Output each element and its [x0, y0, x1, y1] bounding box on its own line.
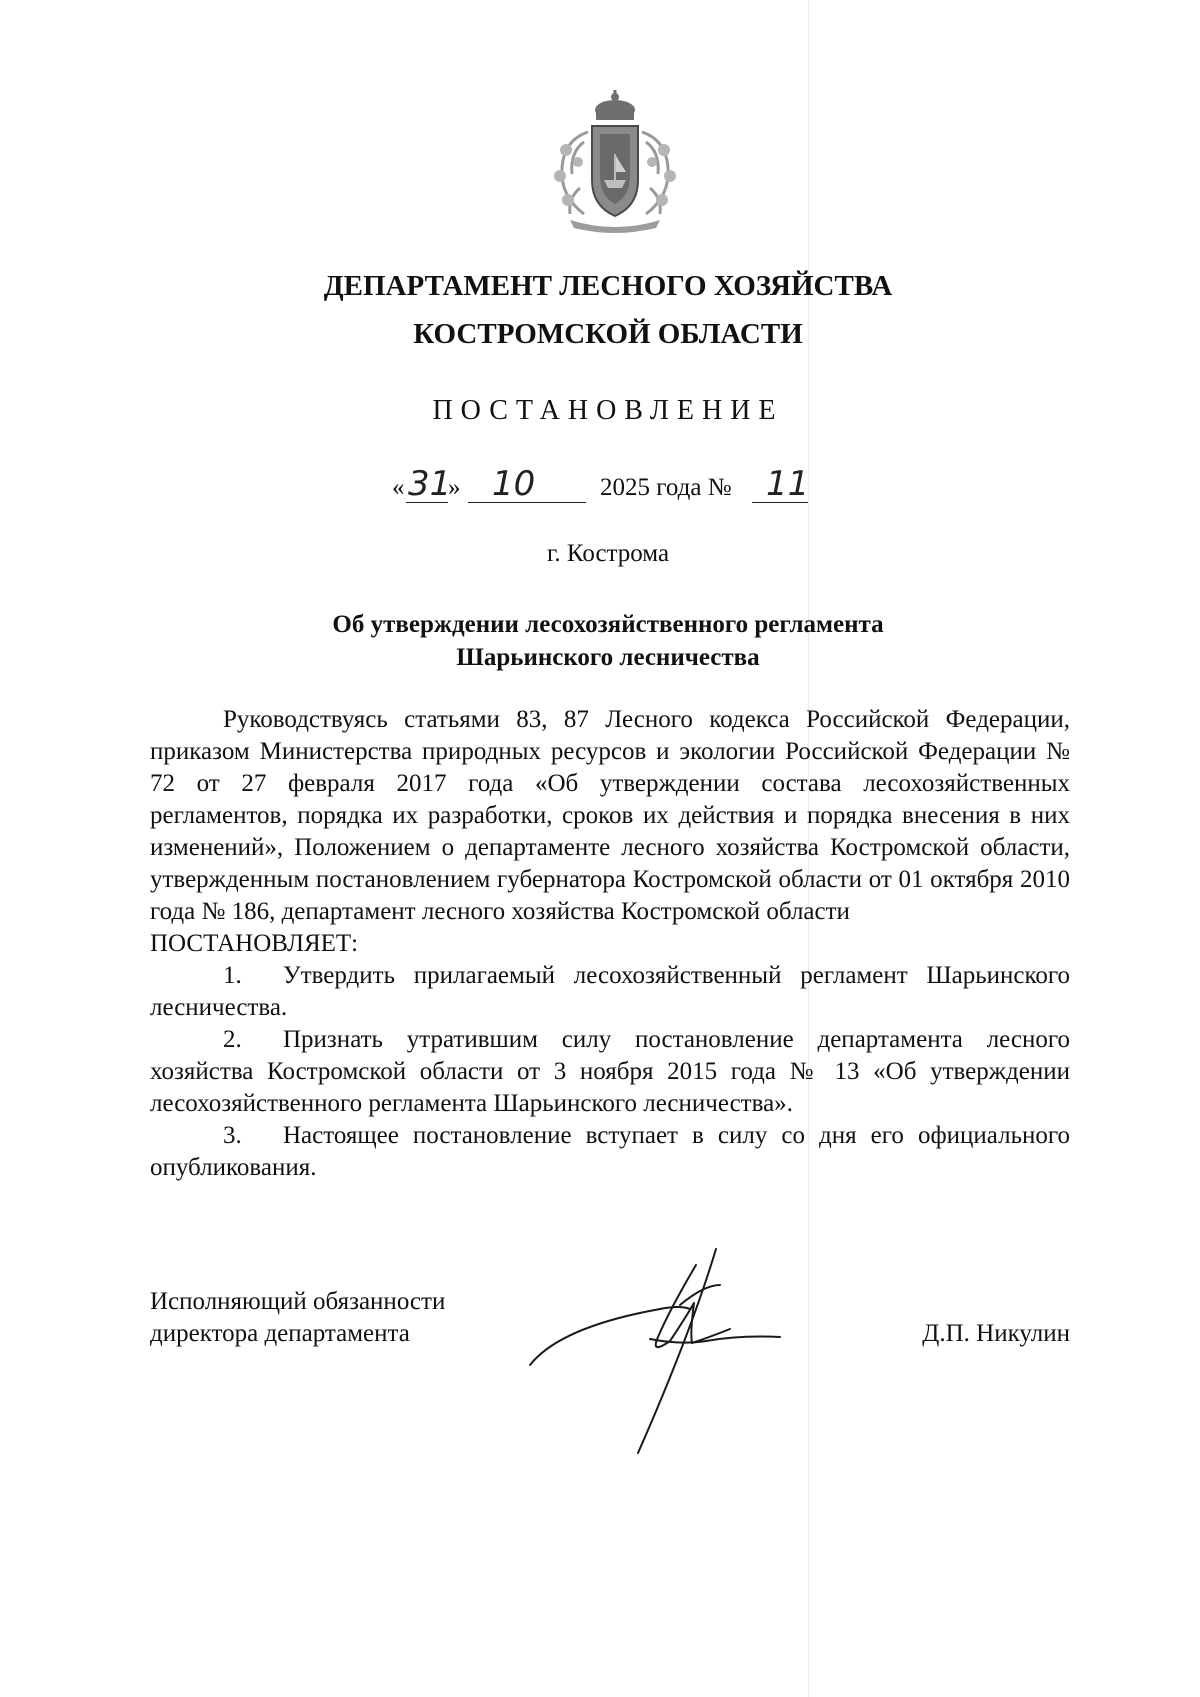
month-underline [468, 502, 586, 503]
coat-of-arms-icon [540, 88, 690, 238]
item-number: 3. [223, 1122, 242, 1149]
list-item [150, 960, 1070, 1024]
item-text: Настоящее постановление вступает в силу со дня его официального опубликования. [150, 1122, 1070, 1181]
item-text: Утвердить прилагаемый лесохозяйственный регламент Шарьинского лесничества. [150, 962, 1070, 1021]
document-number-handwritten: 11 [766, 464, 810, 504]
item-text: Признать утратившим силу постановление департамента лесного хозяйства Костромской области от 3 ноября 2015 года № 13 «Об утверждении лесохозяйственного регламента Шарьинского лесничества». [150, 1026, 1070, 1117]
date-month-handwritten: 10 [492, 464, 536, 504]
handwritten-signature-icon [520, 1245, 820, 1455]
date-year-text: 2025 года № [600, 474, 732, 501]
org-name-line-2: КОСТРОМСКОЙ ОБЛАСТИ [413, 318, 803, 350]
document-subject [0, 608, 1200, 674]
date-day-handwritten: 31 [408, 464, 452, 504]
decree-word: ПОСТАНОВЛЯЕТ: [150, 930, 359, 957]
signatory-title-line-2: директора департамента [150, 1320, 410, 1347]
org-name-line-1: ДЕПАРТАМЕНТ ЛЕСНОГО ХОЗЯЙСТВА [323, 270, 893, 302]
item-number: 2. [223, 1026, 242, 1053]
document-body [150, 704, 1070, 1184]
date-close-quote: » [448, 474, 461, 501]
date-open-quote: « [392, 474, 405, 501]
document-type-title: ПОСТАНОВЛЕНИЕ [432, 395, 784, 426]
subject-line-1: Об утверждении лесохозяйственного регламента [332, 611, 884, 638]
day-underline [406, 502, 448, 503]
signatory-title-line-1: Исполняющий обязанности [150, 1288, 446, 1315]
number-underline [752, 502, 808, 503]
item-number: 1. [223, 962, 242, 989]
signatory-title [150, 1286, 445, 1350]
list-item [150, 1120, 1070, 1184]
signatory-name: Д.П. Никулин [922, 1320, 1070, 1347]
preamble-paragraph: Руководствуясь статьями 83, 87 Лесного кодекса Российской Федерации, приказом Министерства природных ресурсов и экологии Российской Федерации № 72 от 27 февраля 2017 года «Об утверждении состава лесохозяйственных регламентов, порядка их разработки, сроков их действия и порядка внесения в них изменений», Положением о департаменте лесного хозяйства Костромской области, утвержденным постановлением губернатора Костромской области от 01 октября 2010 года № 186, департамент лесного хозяйства Костромской области [150, 706, 1070, 925]
subject-line-2: Шарьинского лесничества [456, 644, 760, 671]
date-number-line [392, 464, 852, 512]
list-item [150, 1024, 1070, 1120]
city-line: г. Кострома [546, 540, 670, 567]
